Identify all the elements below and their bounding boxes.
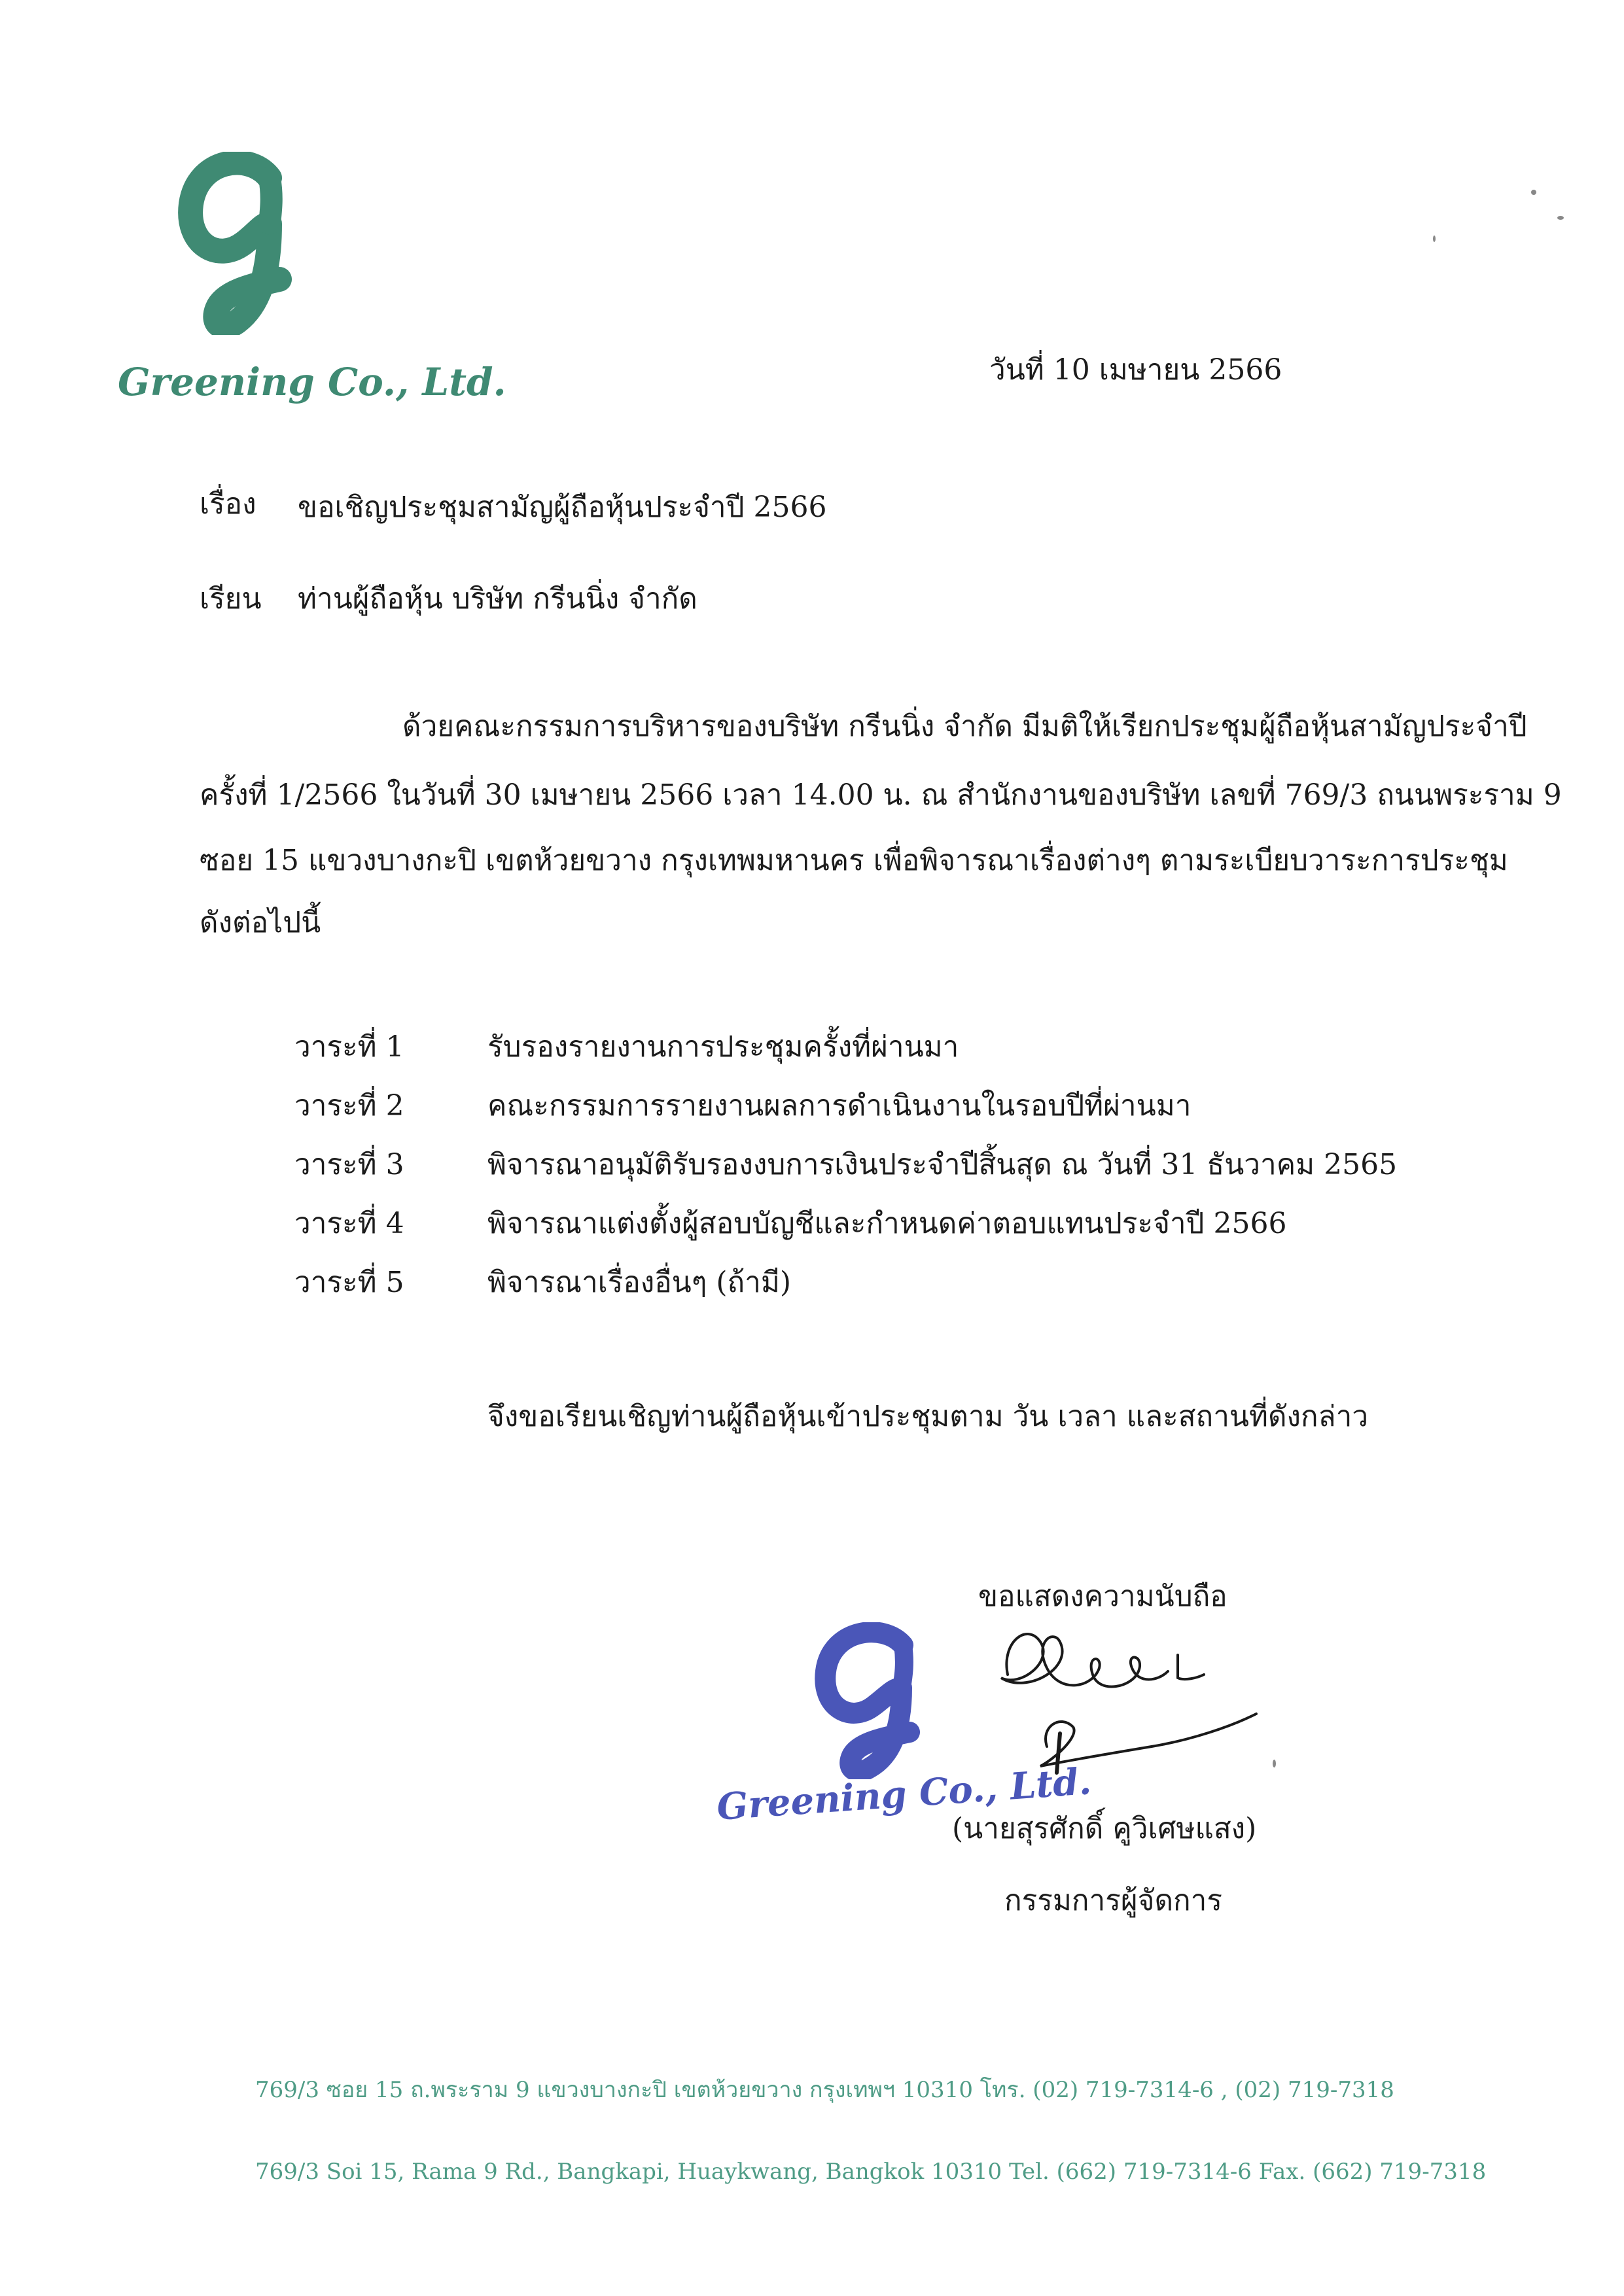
scan-speck (1433, 235, 1436, 242)
body-line: ครั้งที่ 1/2566 ในวันที่ 30 เมษายน 2566 เวลา 14.00 น. ณ สำนักงานของบริษัท เลขที่ 769/3 ถนนพระราม 9 (200, 778, 1562, 812)
agenda-item: พิจารณาเรื่องอื่นๆ (ถ้ามี) (487, 1266, 792, 1299)
company-stamp-name: Greening Co., Ltd. (715, 1760, 1093, 1829)
footer-address-thai: 769/3 ซอย 15 ถ.พระราม 9 แขวงบางกะปิ เขตห้วยขวาง กรุงเทพฯ 10310 โทร. (02) 719-7314-6 , (02) 719-7318 (255, 2077, 1394, 2103)
scan-speck (1557, 216, 1564, 220)
subject-text: ขอเชิญประชุมสามัญผู้ถือหุ้นประจำปี 2566 (298, 491, 827, 524)
scan-speck (1273, 1760, 1276, 1767)
agenda-item: คณะกรรมการรายงานผลการดำเนินงานในรอบปีที่ผ่านมา (487, 1089, 1192, 1122)
company-name-logo: Greening Co., Ltd. (118, 360, 506, 404)
recipient-label: เรียน (200, 582, 262, 616)
body-line: ซอย 15 แขวงบางกะปิ เขตห้วยขวาง กรุงเทพมหานคร เพื่อพิจารณาเรื่องต่างๆ ตามระเบียบวาระการประชุม (200, 844, 1508, 877)
signer-name: (นายสุรศักดิ์ คูวิเศษแสง) (952, 1812, 1257, 1845)
agenda-label: วาระที่ 4 (294, 1207, 404, 1240)
agenda-label: วาระที่ 1 (294, 1030, 404, 1064)
scan-speck (1531, 190, 1536, 195)
subject-label: เรื่อง (200, 487, 256, 521)
closing-line: จึงขอเรียนเชิญท่านผู้ถือหุ้นเข้าประชุมตาม วัน เวลา และสถานที่ดังกล่าว (487, 1400, 1369, 1433)
agenda-label: วาระที่ 2 (294, 1089, 404, 1122)
agenda-item: พิจารณาแต่งตั้งผู้สอบบัญชีและกำหนดค่าตอบแทนประจำปี 2566 (487, 1207, 1287, 1240)
recipient-text: ท่านผู้ถือหุ้น บริษัท กรีนนิ่ง จำกัด (298, 582, 697, 616)
agenda-label: วาระที่ 5 (294, 1266, 404, 1299)
footer-address-english: 769/3 Soi 15, Rama 9 Rd., Bangkapi, Huaykwang, Bangkok 10310 Tel. (662) 719-7314-6 Fax. (662) 719-7318 (255, 2159, 1487, 2185)
letter-date: วันที่ 10 เมษายน 2566 (989, 353, 1282, 387)
body-line: ด้วยคณะกรรมการบริหารของบริษัท กรีนนิ่ง จำกัด มีมติให้เรียกประชุมผู้ถือหุ้นสามัญประจำปี (402, 710, 1527, 743)
agenda-item: รับรองรายงานการประชุมครั้งที่ผ่านมา (487, 1030, 959, 1064)
handwritten-signature (981, 1616, 1282, 1812)
company-logo (171, 152, 302, 335)
body-line: ดังต่อไปนี้ (200, 906, 321, 939)
signer-title: กรรมการผู้จัดการ (1004, 1884, 1223, 1917)
company-stamp-logo (805, 1622, 936, 1779)
regards: ขอแสดงความนับถือ (978, 1580, 1227, 1613)
agenda-item: พิจารณาอนุมัติรับรองงบการเงินประจำปีสิ้นสุด ณ วันที่ 31 ธันวาคม 2565 (487, 1148, 1398, 1181)
agenda-label: วาระที่ 3 (294, 1148, 404, 1181)
